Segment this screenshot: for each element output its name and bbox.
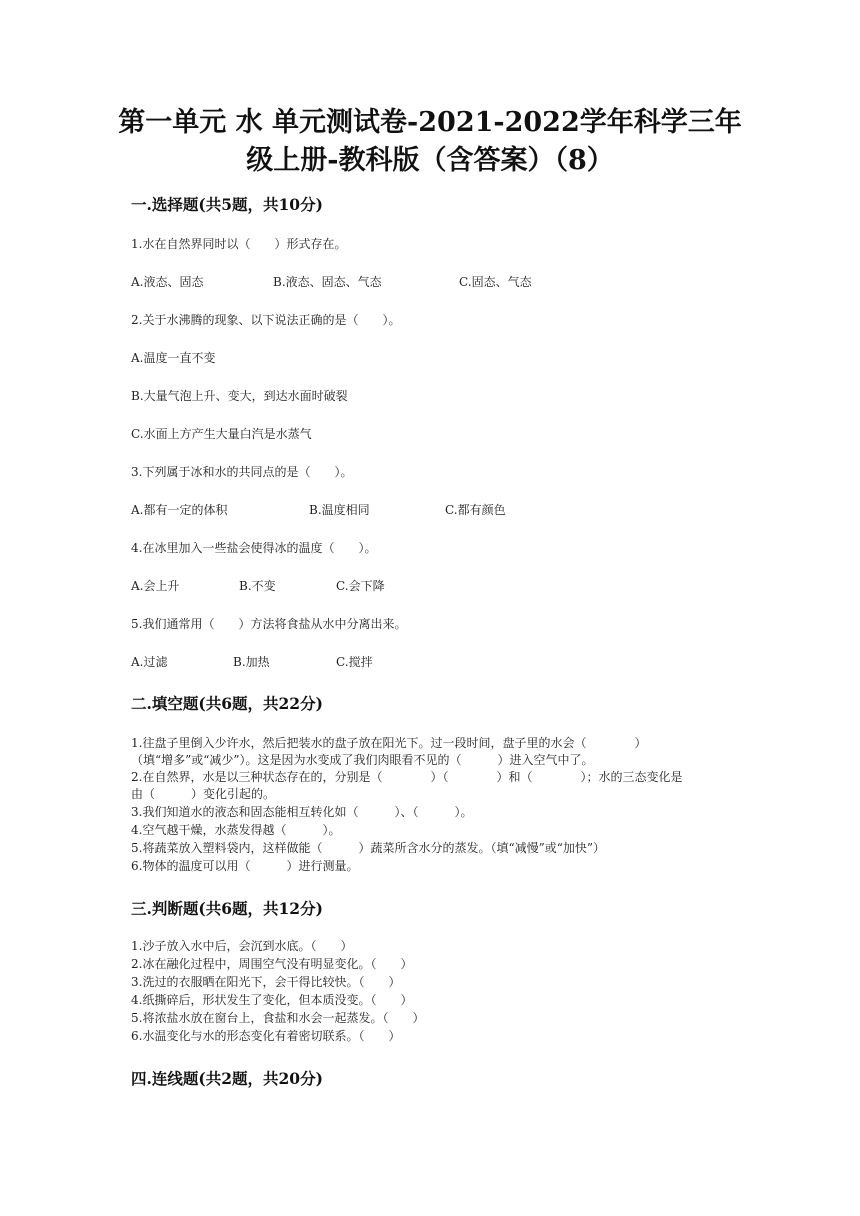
section-heading-matching: 四.连线题(共2题，共20分) — [131, 1069, 323, 1088]
option-a: A.都有一定的体积 — [131, 503, 228, 517]
option-a: A.会上升 — [131, 579, 180, 593]
section-heading-choice: 一.选择题(共5题，共10分) — [131, 195, 323, 214]
option-c: C.会下降 — [336, 579, 385, 593]
question-stem: 5.我们通常用（ ）方法将食盐从水中分离出来。 — [131, 617, 407, 631]
judge-line: 4.纸撕碎后，形状发生了变化，但本质没变。（ ） — [131, 993, 413, 1007]
option-c: C.水面上方产生大量白汽是水蒸气 — [131, 427, 312, 441]
section-heading-fill-blank: 二.填空题(共6题，共22分) — [131, 694, 323, 713]
title-line-2: 级上册-教科版（含答案）（8） — [246, 145, 614, 176]
title-line-1: 第一单元 水 单元测试卷-2021-2022学年科学三年 — [118, 107, 742, 138]
option-c: C.固态、气态 — [459, 275, 532, 289]
fill-line: 2.在自然界，水是以三种状态存在的，分别是（ ）（ ）和（ ）；水的三态变化是 — [131, 770, 683, 784]
fill-line: 3.我们知道水的液态和固态能相互转化如（ ）、（ ）。 — [131, 805, 473, 819]
question-stem: 4.在冰里加入一些盐会使得冰的温度（ ）。 — [131, 541, 377, 555]
judge-line: 1.沙子放入水中后，会沉到水底。（ ） — [131, 939, 353, 953]
option-b: B.大量气泡上升、变大，到达水面时破裂 — [131, 389, 348, 403]
question-stem: 2.关于水沸腾的现象、以下说法正确的是（ ）。 — [131, 313, 401, 327]
option-a: A.温度一直不变 — [131, 351, 216, 365]
option-b: B.不变 — [239, 579, 276, 593]
option-c: C.搅拌 — [336, 655, 373, 669]
option-a: A.过滤 — [131, 655, 168, 669]
judge-line: 6.水温变化与水的形态变化有着密切联系。（ ） — [131, 1029, 401, 1043]
judge-line: 3.洗过的衣服晒在阳光下，会干得比较快。（ ） — [131, 975, 401, 989]
fill-line: 4.空气越干燥，水蒸发得越（ ）。 — [131, 823, 341, 837]
option-b: B.加热 — [233, 655, 270, 669]
question-stem: 1.水在自然界同时以（ ）形式存在。 — [131, 237, 347, 251]
option-c: C.都有颜色 — [445, 503, 506, 517]
fill-line: 6.物体的温度可以用（ ）进行测量。 — [131, 859, 359, 873]
fill-line: 1.往盘子里倒入少许水，然后把装水的盘子放在阳光下。过一段时间，盘子里的水会（ ） — [131, 736, 647, 750]
option-b: B.温度相同 — [309, 503, 370, 517]
page-title — [60, 104, 800, 180]
option-a: A.液态、固态 — [131, 275, 204, 289]
question-stem: 3.下列属于冰和水的共同点的是（ ）。 — [131, 465, 353, 479]
judge-line: 2.冰在融化过程中，周围空气没有明显变化。（ ） — [131, 957, 413, 971]
fill-line: 由（ ）变化引起的。 — [131, 787, 276, 801]
option-b: B.液态、固态、气态 — [273, 275, 382, 289]
judge-line: 5.将浓盐水放在窗台上，食盐和水会一起蒸发。（ ） — [131, 1011, 425, 1025]
fill-line: 5.将蔬菜放入塑料袋内，这样做能（ ）蔬菜所含水分的蒸发。（填“减慢”或“加快”） — [131, 841, 605, 855]
fill-line: （填“增多”或“减少”）。这是因为水变成了我们肉眼看不见的（ ）进入空气中了。 — [131, 753, 594, 767]
section-heading-judgement: 三.判断题(共6题，共12分) — [131, 899, 323, 918]
